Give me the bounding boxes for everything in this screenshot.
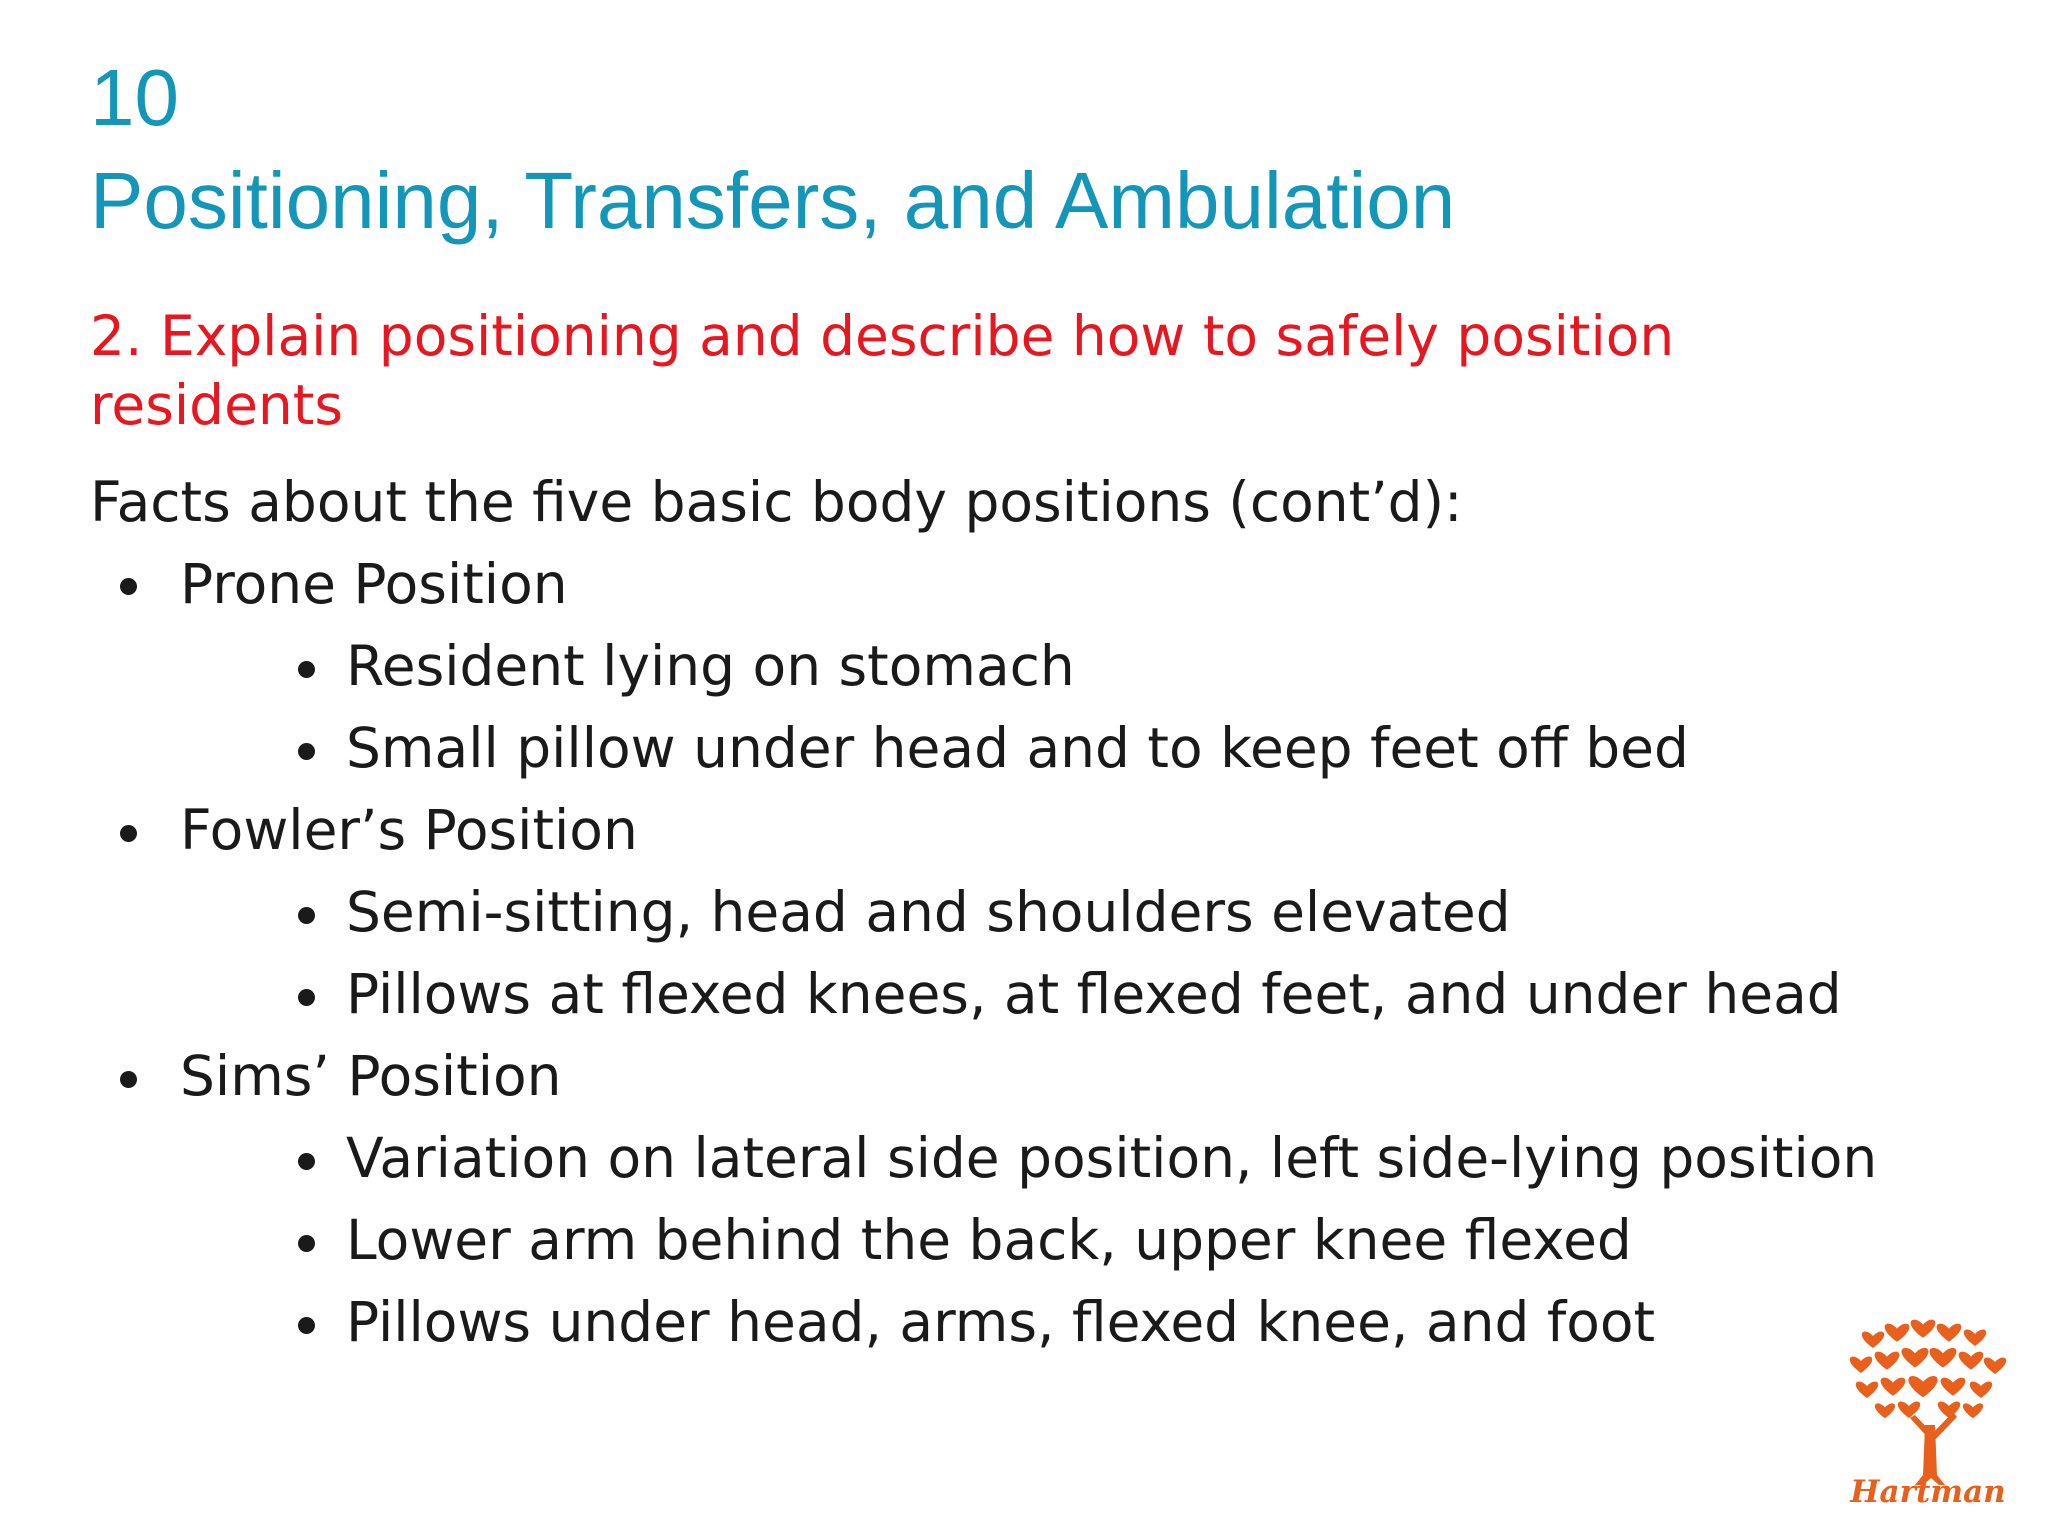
- detail-item: Variation on lateral side position, left side-lying position: [346, 1126, 1878, 1190]
- bullet-dot: [298, 907, 315, 924]
- bullet-dot: [298, 661, 315, 678]
- position-label-fowlers: Fowler’s Position: [180, 798, 638, 862]
- chapter-title: Positioning, Transfers, and Ambulation: [90, 156, 1456, 245]
- detail-item: Small pillow under head and to keep feet off bed: [346, 716, 1689, 780]
- bullet-dot: [120, 578, 137, 595]
- bullet-dot: [298, 989, 315, 1006]
- bullet-dot: [298, 1235, 315, 1252]
- logo-wordmark: Hartman: [1850, 1474, 2006, 1510]
- detail-item: Pillows under head, arms, flexed knee, and foot: [346, 1290, 1656, 1354]
- detail-item: Semi-sitting, head and shoulders elevated: [346, 880, 1511, 944]
- position-label-prone: Prone Position: [180, 552, 568, 616]
- chapter-number: 10: [90, 53, 179, 142]
- position-label-sims: Sims’ Position: [180, 1044, 562, 1108]
- bullet-dot: [298, 743, 315, 760]
- learning-objective: 2. Explain positioning and describe how to safely position residents: [90, 304, 1675, 437]
- intro-text: Facts about the five basic body positions (cont’d):: [90, 470, 1463, 534]
- detail-item: Resident lying on stomach: [346, 634, 1075, 698]
- detail-item: Lower arm behind the back, upper knee flexed: [346, 1208, 1632, 1272]
- bullet-dot: [120, 1071, 137, 1088]
- bullet-dot: [120, 825, 137, 842]
- bullet-dot: [298, 1153, 315, 1170]
- bullet-dot: [298, 1317, 315, 1334]
- detail-item: Pillows at flexed knees, at flexed feet, and under head: [346, 962, 1842, 1026]
